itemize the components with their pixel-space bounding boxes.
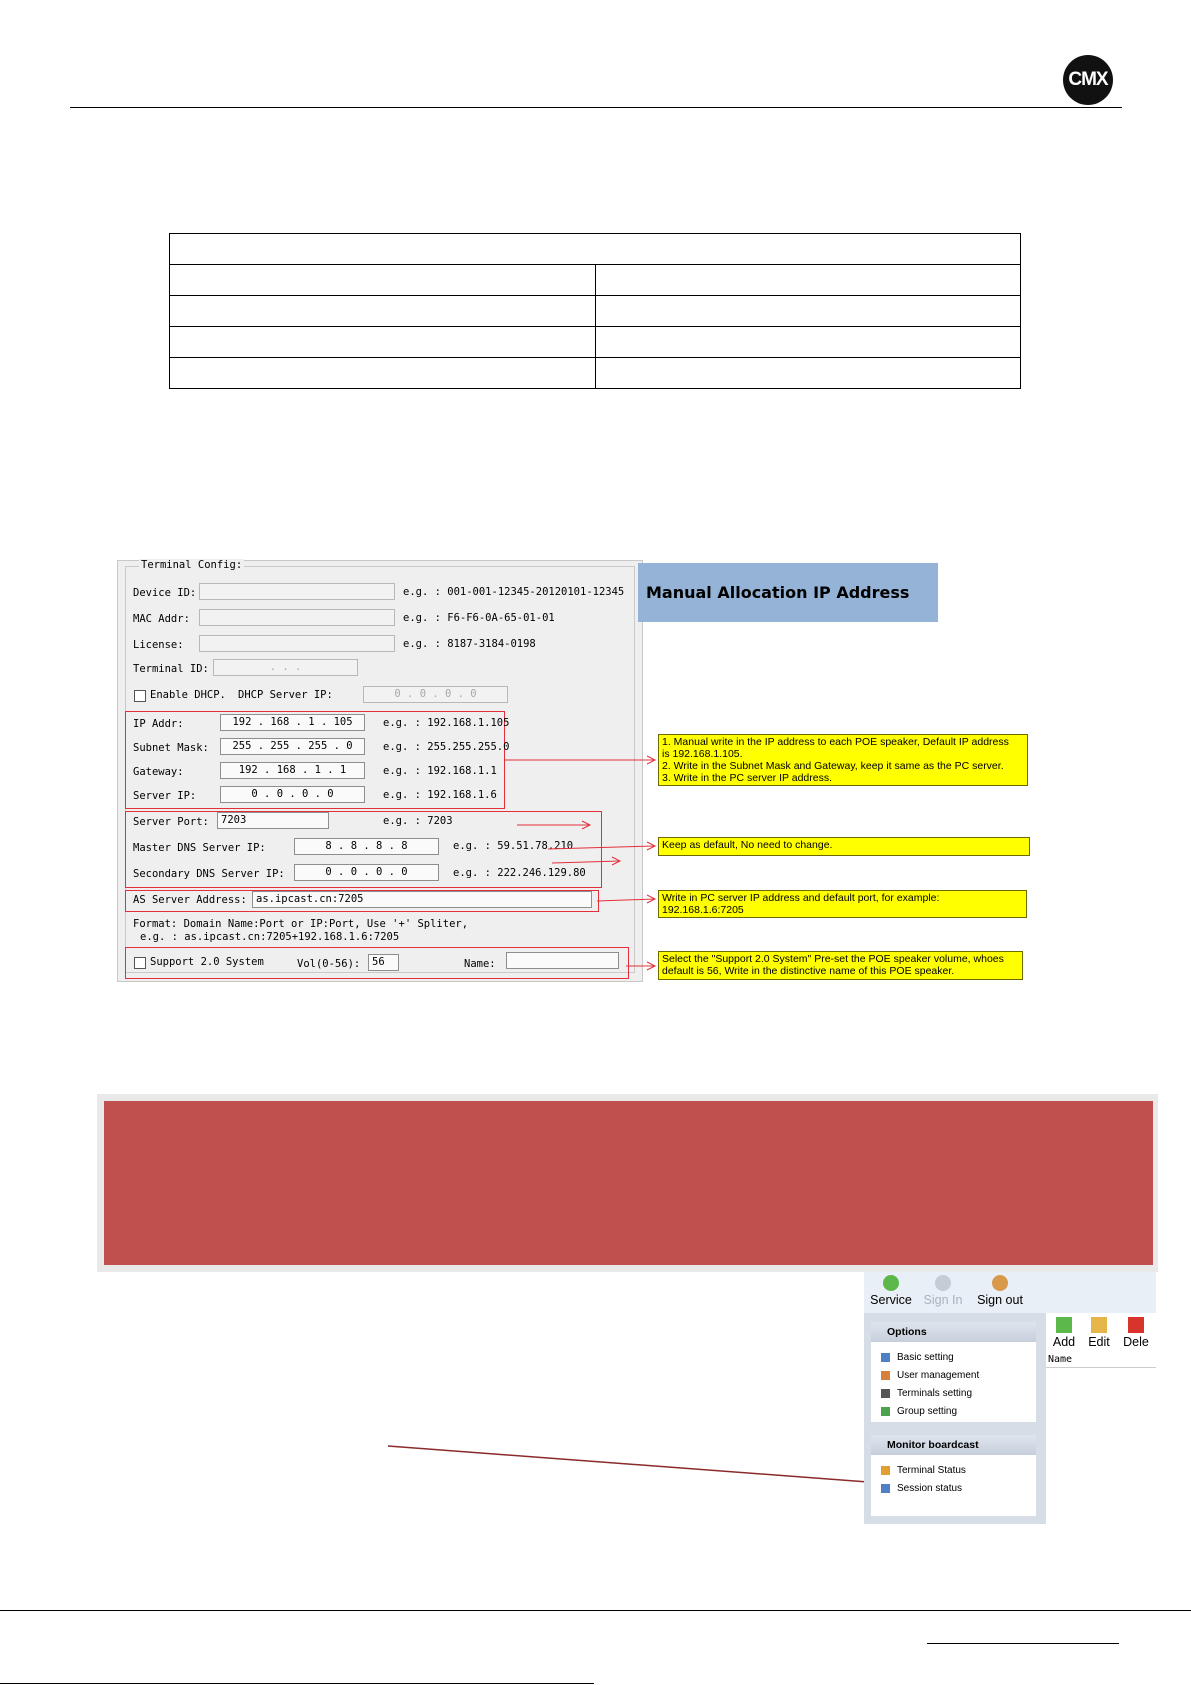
- cmx-logo: CMX: [1063, 55, 1113, 105]
- main-toolbar: [864, 1272, 1156, 1314]
- vol-label: Vol(0-56):: [297, 958, 361, 970]
- footer-bottom-rule: [0, 1683, 594, 1684]
- edit-button[interactable]: [1081, 1313, 1117, 1349]
- pencil-icon: [1091, 1317, 1107, 1333]
- software-menu-screenshot: [864, 1272, 1156, 1524]
- monitor-title: Monitor boardcast: [887, 1439, 979, 1451]
- session-icon: [881, 1484, 890, 1493]
- secondary-dns-example: e.g. : 222.246.129.80: [453, 867, 586, 879]
- mac-addr-example: e.g. : F6-F6-0A-65-01-01: [403, 612, 555, 624]
- license-label: License:: [133, 639, 184, 651]
- device-id-example: e.g. : 001-001-12345-20120101-12345: [403, 586, 625, 598]
- red-banner: [104, 1101, 1153, 1265]
- antenna-icon: [881, 1389, 890, 1398]
- master-dns-input[interactable]: 8 . 8 . 8 . 8: [294, 838, 439, 855]
- terminal-id-label: Terminal ID:: [133, 663, 209, 675]
- sign-in-label: Sign In: [923, 1293, 963, 1307]
- support-20-label: Support 2.0 System: [150, 956, 264, 968]
- sign-out-button[interactable]: [972, 1272, 1028, 1307]
- sign-in-button[interactable]: [918, 1272, 968, 1307]
- delete-button[interactable]: [1118, 1313, 1154, 1349]
- users-icon: [881, 1371, 890, 1380]
- menu-item-label: Terminals setting: [897, 1388, 973, 1399]
- name-label: Name:: [464, 958, 496, 970]
- group-icon: [881, 1407, 890, 1416]
- note-line: 192.168.1.6:7205: [662, 904, 744, 916]
- format-hint-line2: e.g. : as.ipcast.cn:7205+192.168.1.6:7205: [140, 931, 400, 943]
- as-arrow: [597, 899, 655, 901]
- menu-item-basic-setting[interactable]: [881, 1352, 954, 1363]
- server-ip-label: Server IP:: [133, 790, 197, 802]
- sign-out-label: Sign out: [977, 1293, 1023, 1307]
- user-icon: [935, 1275, 951, 1291]
- options-header[interactable]: [871, 1322, 1036, 1342]
- dns-arrow: [548, 846, 655, 849]
- gateway-label: Gateway:: [133, 766, 184, 778]
- service-button[interactable]: [866, 1272, 916, 1307]
- server-ip-input[interactable]: 0 . 0 . 0 . 0: [220, 786, 365, 803]
- dhcp-server-label: DHCP Server IP:: [238, 689, 333, 701]
- master-dns-label: Master DNS Server IP:: [133, 842, 266, 854]
- server-port-label: Server Port:: [133, 816, 209, 828]
- banner-frame: [97, 1094, 1158, 1272]
- menu-item-label: User management: [897, 1370, 980, 1381]
- ip-addr-example: e.g. : 192.168.1.105: [383, 717, 510, 729]
- note-line: 2. Write in the Subnet Mask and Gateway, keep it same as the PC server.: [662, 760, 1004, 772]
- enable-dhcp-label: Enable DHCP.: [150, 689, 226, 701]
- as-server-input[interactable]: as.ipcast.cn:7205: [252, 891, 592, 908]
- server-port-example: e.g. : 7203: [383, 815, 453, 827]
- footer-short-rule: [927, 1643, 1119, 1644]
- monitor-list: [871, 1455, 1036, 1516]
- settings-icon: [881, 1353, 890, 1362]
- subnet-mask-label: Subnet Mask:: [133, 742, 209, 754]
- service-label: Service: [870, 1293, 912, 1307]
- menu-item-session-status[interactable]: [881, 1483, 962, 1494]
- terminal-id-input[interactable]: . . .: [213, 659, 358, 676]
- note-line: default is 56, Write in the distinctive name of this POE speaker.: [662, 965, 955, 977]
- options-list: [871, 1342, 1036, 1422]
- note-line: Select the "Support 2.0 System" Pre-set the POE speaker volume, whoes: [662, 953, 1004, 965]
- ip-addr-label: IP Addr:: [133, 718, 184, 730]
- menu-item-label: Terminal Status: [897, 1465, 966, 1476]
- options-title: Options: [887, 1326, 927, 1338]
- group-label: Terminal Config:: [141, 559, 243, 571]
- terminal-list-area: [1046, 1313, 1156, 1524]
- gateway-example: e.g. : 192.168.1.1: [383, 765, 497, 777]
- menu-item-group-setting[interactable]: [881, 1406, 957, 1417]
- note-line: Keep as default, No need to change.: [662, 839, 833, 851]
- server-ip-example: e.g. : 192.168.1.6: [383, 789, 497, 801]
- secondary-dns-input[interactable]: 0 . 0 . 0 . 0: [294, 864, 439, 881]
- gateway-input[interactable]: 192 . 168 . 1 . 1: [220, 762, 365, 779]
- secondary-dns-label: Secondary DNS Server IP:: [133, 868, 285, 880]
- add-label: Add: [1052, 1335, 1076, 1349]
- footer-rule: [0, 1610, 1191, 1611]
- note-line: 1. Manual write in the IP address to each POE speaker, Default IP address: [662, 736, 1009, 748]
- master-dns-example: e.g. : 59.51.78.210: [453, 840, 574, 852]
- menu-item-label: Basic setting: [897, 1352, 954, 1363]
- dhcp-server-ip-input[interactable]: 0 . 0 . 0 . 0: [363, 686, 508, 703]
- add-button[interactable]: [1046, 1313, 1082, 1349]
- vol-input[interactable]: 56: [368, 954, 399, 971]
- plus-icon: [1056, 1317, 1072, 1333]
- menu-item-label: Group setting: [897, 1406, 958, 1417]
- license-example: e.g. : 8187-3184-0198: [403, 638, 536, 650]
- shield-icon: [883, 1275, 899, 1291]
- note-line: 3. Write in the PC server IP address.: [662, 772, 833, 784]
- as-server-label: AS Server Address:: [133, 894, 247, 906]
- edit-label: Edit: [1088, 1335, 1110, 1349]
- menu-item-user-management[interactable]: [881, 1370, 979, 1381]
- name-column-header[interactable]: Name: [1046, 1354, 1156, 1368]
- side-panel: [864, 1313, 1046, 1524]
- server-port-input[interactable]: 7203: [217, 812, 329, 829]
- note-line: is 192.168.1.105.: [662, 748, 743, 760]
- subnet-mask-input[interactable]: 255 . 255 . 255 . 0: [220, 738, 365, 755]
- device-id-label: Device ID:: [133, 587, 197, 599]
- status-icon: [881, 1466, 890, 1475]
- manual-allocation-title: Manual Allocation IP Address: [638, 563, 938, 622]
- delete-label: Dele: [1123, 1335, 1149, 1349]
- subnet-mask-example: e.g. : 255.255.255.0: [383, 741, 510, 753]
- note-line: Write in PC server IP address and default port, for example:: [662, 892, 940, 904]
- menu-item-terminal-status[interactable]: [881, 1465, 966, 1476]
- user-logout-icon: [992, 1275, 1008, 1291]
- format-hint-line1: Format: Domain Name:Port or IP:Port, Use '+' Spliter,: [133, 918, 469, 930]
- dns-arrow-2: [552, 861, 620, 863]
- menu-item-terminals-setting[interactable]: [881, 1388, 972, 1399]
- monitor-header[interactable]: [871, 1435, 1036, 1455]
- menu-item-label: Session status: [897, 1483, 963, 1494]
- terminal-status-arrow: [388, 1446, 868, 1482]
- mac-addr-label: MAC Addr:: [133, 613, 190, 625]
- delete-icon: [1128, 1317, 1144, 1333]
- ip-addr-input[interactable]: 192 . 168 . 1 . 105: [220, 714, 365, 731]
